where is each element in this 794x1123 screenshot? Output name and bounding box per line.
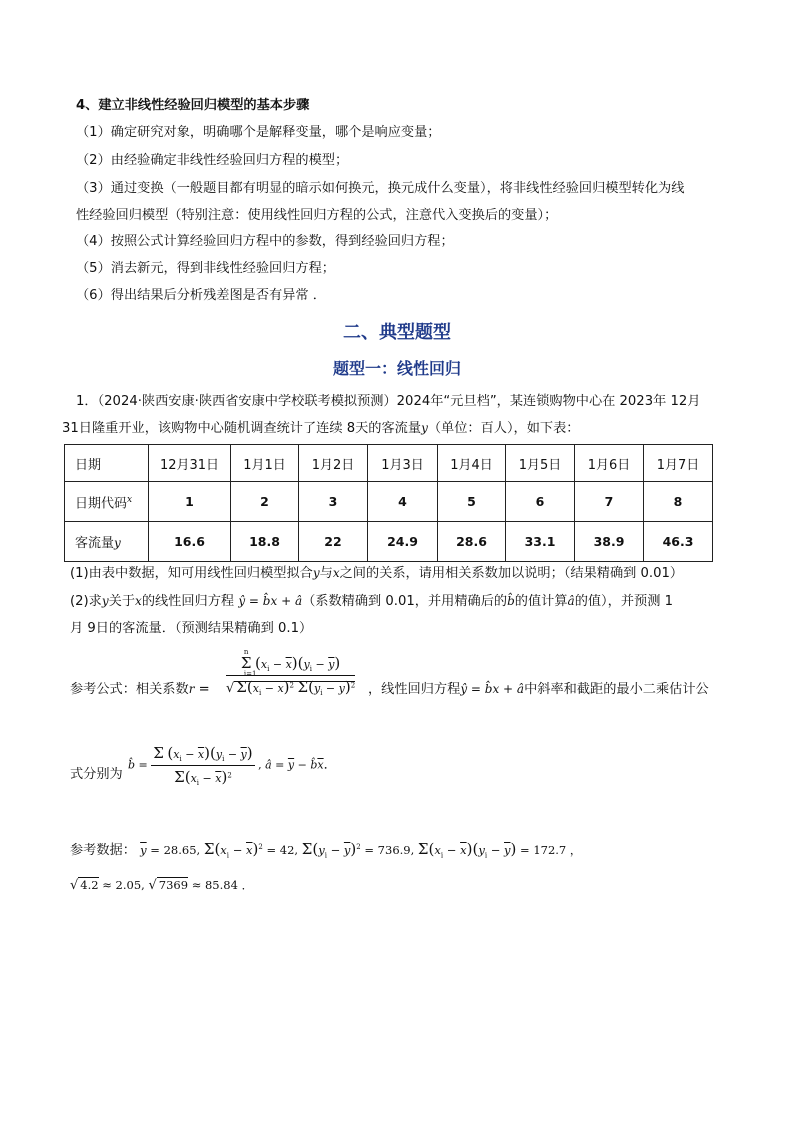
table-row [65,445,713,482]
ref-formula-line2: 式分别为 [70,767,123,782]
table-cell: 7 [575,482,644,522]
section-title: 4、建立非线性经验回归模型的基本步骤 [76,98,310,113]
passenger-flow-table [64,444,713,562]
question-2: (2)求y关于x的线性回归方程 ŷ = b̂x + â（系数精确到 0.01，并用精确后的b̂的值计算â的值），并预测 1 [70,594,673,609]
ref-data-line: 参考数据： $\overline{y} = 28.65$, $\Sigma(x_i - \overline{x})^2 = 42$, $\Sigma(y_i - \overline{y})^2 = 736.9$, $\Sigma(x_i - \overline{x})(y_i - \overline{y}) = 172.7$ ， [70,839,582,860]
table-cell: 1月7日 [644,445,713,482]
table-cell: 2 [231,482,299,522]
table-cell: 18.8 [231,522,299,562]
question-2-cont: 月 9日的客流量．（预测结果精确到 0.1） [70,621,313,636]
table-cell: 1月3日 [368,445,438,482]
problem-line-1: 1．（2024·陕西安康·陕西省安康中学校联考模拟预测）2024年“元旦档”，某连锁购物中心在 2023年 12月 [76,394,701,409]
table-cell: 1月1日 [231,445,299,482]
ref-data-sqrt-line: √ 4.2 ≈ 2.05, √ 7369 ≈ 85.84 ． [70,878,254,893]
table-cell: 22 [299,522,368,562]
step-1: （1）确定研究对象，明确哪个是解释变量，哪个是响应变量； [76,125,441,140]
table-cell: 24.9 [368,522,438,562]
table-cell: 1月5日 [506,445,575,482]
table-cell: 12月31日 [149,445,231,482]
step-6: （6）得出结果后分析残差图是否有异常 ． [76,288,326,303]
table-header-flow: 客流量y [65,522,149,562]
ref-formula-mid: ，线性回归方程ŷ = b̂x + â中斜率和截距的最小二乘估计公 [368,682,709,697]
step-3-cont: 性经验回归模型（特别注意：使用线性回归方程的公式，注意代入变换后的变量）； [76,208,558,223]
table-cell: 1月2日 [299,445,368,482]
heading-linear-regression: 题型一：线性回归 [332,359,461,378]
table-cell: 1月6日 [575,445,644,482]
ref-formula-label: 参考公式：相关系数r = [70,682,210,697]
problem-line-2: 31日隆重开业，该购物中心随机调查统计了连续 8天的客流量y（单位：百人），如下表： [62,421,580,436]
table-cell: 4 [368,482,438,522]
heading-typical-problems: 二、典型题型 [343,322,451,343]
table-cell: 3 [299,482,368,522]
table-header-date: 日期 [65,445,149,482]
table-cell: 8 [644,482,713,522]
step-5: （5）消去新元，得到非线性经验回归方程； [76,261,335,276]
table-cell: 16.6 [149,522,231,562]
least-squares-formula: b̂ = $\frac{\Sigma (x_i - \overline{x})(y_i - \overline{y})}{\Sigma(x_i - \overline{x})^2}$ , â = $\overline{y}$ − $b̂\overline{x}$． [128,744,337,788]
step-4: （4）按照公式计算经验回归方程中的参数，得到经验回归方程； [76,234,454,249]
table-cell: 38.9 [575,522,644,562]
table-cell: 28.6 [438,522,506,562]
correlation-coefficient-formula: Σ n i=1 $(x_i - \overline{x})(y_i - \overline{y})$ √ $\Sigma(x_i - \overline{x})^2$ $\Sigma(y_i - \overline{y})^2$ [226,648,356,698]
table-row [65,522,713,562]
table-header-code: 日期代码$^x$ [65,482,149,522]
table-cell: 1 [149,482,231,522]
step-3: （3）通过变换（一般题目都有明显的暗示如何换元，换元成什么变量），将非线性经验回归模型转化为线 [76,181,685,196]
regression-equation: ŷ = b̂x + â [238,594,303,608]
table-cell: 33.1 [506,522,575,562]
table-row [65,482,713,522]
question-1: (1)由表中数据，知可用线性回归模型拟合y与x之间的关系，请用相关系数加以说明；（结果精确到 0.01） [70,566,684,581]
table-cell: 6 [506,482,575,522]
table-cell: 46.3 [644,522,713,562]
table-cell: 5 [438,482,506,522]
table-cell: 1月4日 [438,445,506,482]
step-2: （2）由经验确定非线性经验回归方程的模型； [76,153,349,168]
